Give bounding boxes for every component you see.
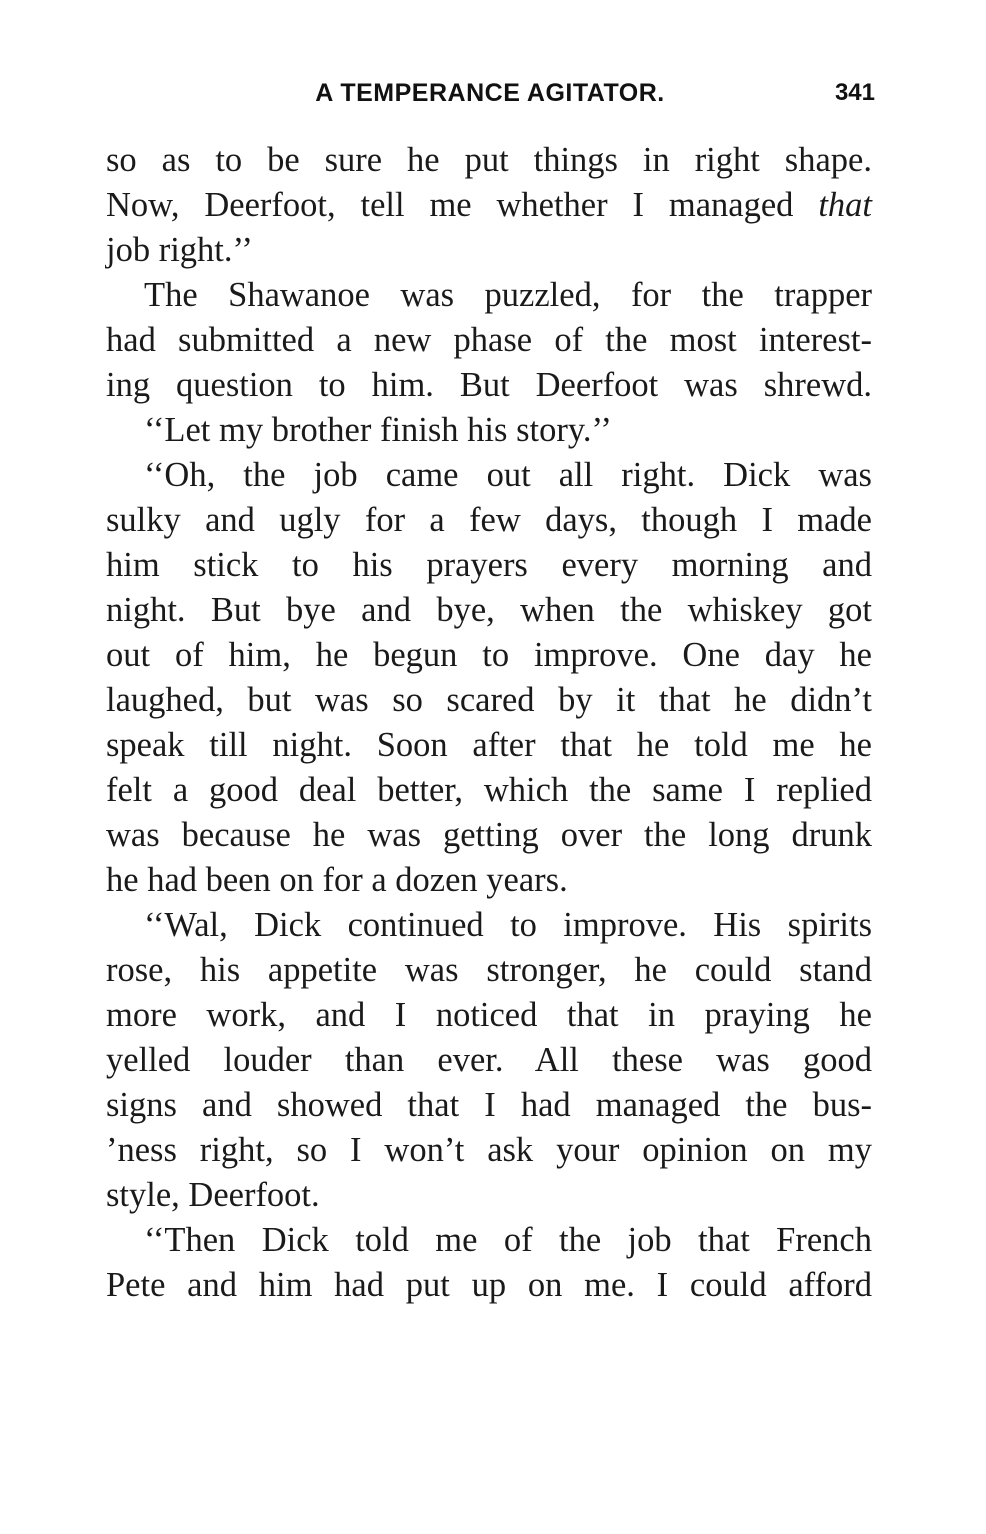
text-line: Pete and him had put up on me. I could afford (106, 1266, 872, 1304)
page-number: 341 (834, 79, 875, 106)
text-line: laughed, but was so scared by it that he didn’t (106, 681, 872, 719)
text-line: job right.’’ (106, 231, 253, 269)
text-line: was because he was getting over the long drunk (106, 816, 872, 854)
emphasis-word: that (818, 186, 872, 224)
paragraph-start-line: ‘‘Then Dick told me of the job that French (144, 1221, 872, 1259)
running-title: A TEMPERANCE AGITATOR. (315, 79, 665, 107)
text-line: signs and showed that I had managed the bus- (106, 1086, 872, 1124)
text-line: speak till night. Soon after that he told me he (106, 726, 872, 764)
paragraph-start-line: ‘‘Let my brother finish his story.’’ (144, 411, 612, 449)
text-line: sulky and ugly for a few days, though I made (106, 501, 872, 539)
text-line: rose, his appetite was stronger, he could stand (106, 951, 872, 989)
text-line: him stick to his prayers every morning and (106, 546, 872, 584)
text-line: ’ness right, so I won’t ask your opinion on my (106, 1131, 872, 1169)
text-line: ing question to him. But Deerfoot was shrewd. (106, 366, 872, 404)
paragraph-start-line: ‘‘Oh, the job came out all right. Dick was (144, 456, 872, 494)
text-line: so as to be sure he put things in right shape. (106, 141, 872, 179)
text-line (106, 183, 872, 228)
text-line: style, Deerfoot. (106, 1176, 320, 1214)
text-line: he had been on for a dozen years. (106, 861, 568, 899)
text-line: night. But bye and bye, when the whiskey got (106, 591, 872, 629)
paragraph-start-line: The Shawanoe was puzzled, for the trapper (144, 276, 872, 314)
text-line-lead: Now, Deerfoot, tell me whether I managed (106, 186, 819, 224)
text-line: out of him, he begun to improve. One day he (106, 636, 872, 674)
text-line: yelled louder than ever. All these was good (106, 1041, 872, 1079)
text-line: felt a good deal better, which the same I replied (106, 771, 872, 809)
text-line: more work, and I noticed that in praying he (106, 996, 872, 1034)
running-head (105, 76, 875, 110)
body-text (106, 138, 872, 1308)
paragraph-start-line: ‘‘Wal, Dick continued to improve. His spirits (144, 906, 872, 944)
text-line: had submitted a new phase of the most interest- (106, 321, 872, 359)
